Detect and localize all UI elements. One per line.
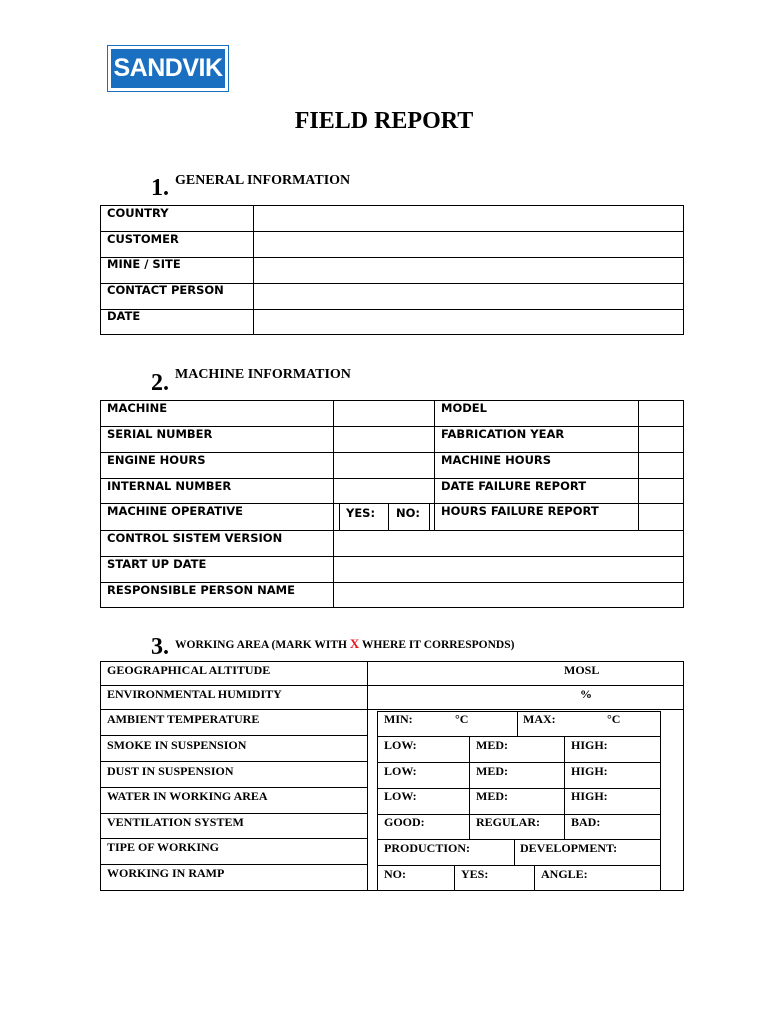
- label-contact-person: CONTACT PERSON: [107, 283, 224, 297]
- smoke-low-option[interactable]: LOW:: [384, 738, 417, 752]
- label-model: MODEL: [441, 401, 487, 415]
- label-ventilation-system: VENTILATION SYSTEM: [107, 815, 244, 829]
- section-3-title: [175, 636, 514, 652]
- label-start-up-date: START UP DATE: [107, 557, 207, 571]
- table-divider: [564, 814, 565, 839]
- water-low-option[interactable]: LOW:: [384, 789, 417, 803]
- table-divider: [514, 839, 515, 865]
- customer-field[interactable]: [254, 232, 683, 256]
- smoke-high-option[interactable]: HIGH:: [571, 738, 608, 752]
- ventilation-good-option[interactable]: GOOD:: [384, 815, 425, 829]
- ramp-angle-field[interactable]: ANGLE:: [541, 867, 588, 881]
- section-3-title-after: WHERE IT CORRESPONDS): [359, 639, 515, 651]
- label-responsible-person-name: RESPONSIBLE PERSON NAME: [107, 583, 295, 597]
- yes-option[interactable]: YES:: [346, 506, 376, 520]
- label-machine: MACHINE: [107, 401, 168, 415]
- table-divider: [100, 787, 367, 788]
- label-date-failure-report: DATE FAILURE REPORT: [441, 479, 587, 493]
- internal-number-field[interactable]: [334, 479, 433, 502]
- table-divider: [469, 736, 470, 814]
- label-water-in-working-area: WATER IN WORKING AREA: [107, 789, 268, 803]
- date-field[interactable]: [254, 310, 683, 334]
- table-divider: [100, 761, 367, 762]
- temp-min-label[interactable]: MIN:: [384, 712, 413, 726]
- label-environmental-humidity: ENVIRONMENTAL HUMIDITY: [107, 687, 282, 701]
- section-3-title-before: WORKING AREA (MARK WITH: [175, 639, 350, 651]
- start-up-date-field[interactable]: [334, 557, 683, 581]
- temp-max-unit: °C: [607, 712, 621, 726]
- sandvik-logo: [107, 45, 229, 92]
- table-divider: [564, 736, 565, 814]
- label-fabrication-year: FABRICATION YEAR: [441, 427, 565, 441]
- section-2-number: 2.: [151, 370, 169, 396]
- label-country: COUNTRY: [107, 206, 169, 220]
- model-field[interactable]: [639, 401, 683, 425]
- options-grid: [377, 711, 661, 891]
- label-serial-number: SERIAL NUMBER: [107, 427, 213, 441]
- label-dust-in-suspension: DUST IN SUSPENSION: [107, 764, 234, 778]
- label-control-system-version: CONTROL SISTEM VERSION: [107, 531, 283, 545]
- label-machine-operative: MACHINE OPERATIVE: [107, 504, 243, 518]
- ventilation-regular-option[interactable]: REGULAR:: [476, 815, 541, 829]
- dust-high-option[interactable]: HIGH:: [571, 764, 608, 778]
- control-system-version-field[interactable]: [334, 531, 683, 555]
- table-divider: [434, 400, 435, 530]
- development-option[interactable]: DEVELOPMENT:: [520, 841, 618, 855]
- label-tipe-of-working: TIPE OF WORKING: [107, 840, 220, 854]
- temp-max-label[interactable]: MAX:: [523, 712, 556, 726]
- temp-min-unit: °C: [455, 712, 469, 726]
- table-divider: [100, 864, 367, 865]
- label-engine-hours: ENGINE HOURS: [107, 453, 206, 467]
- label-ambient-temperature: AMBIENT TEMPERATURE: [107, 712, 260, 726]
- label-internal-number: INTERNAL NUMBER: [107, 479, 232, 493]
- table-divider: [377, 839, 661, 840]
- hours-failure-report-field[interactable]: [639, 504, 683, 529]
- label-date: DATE: [107, 309, 141, 323]
- date-failure-report-field[interactable]: [639, 479, 683, 502]
- engine-hours-field[interactable]: [334, 453, 433, 477]
- country-field[interactable]: [254, 206, 683, 230]
- humidity-field[interactable]: [368, 686, 683, 708]
- label-working-in-ramp: WORKING IN RAMP: [107, 866, 225, 880]
- table-divider: [100, 735, 367, 736]
- water-high-option[interactable]: HIGH:: [571, 789, 608, 803]
- section-1-number: 1.: [151, 175, 169, 201]
- machine-hours-field[interactable]: [639, 453, 683, 477]
- section-1-heading: [151, 175, 169, 202]
- table-divider: [429, 503, 430, 530]
- ramp-yes-option[interactable]: YES:: [461, 867, 489, 881]
- serial-number-field[interactable]: [334, 427, 433, 451]
- section-2-heading: [151, 370, 169, 397]
- section-1-title: GENERAL INFORMATION: [175, 173, 351, 188]
- label-geographical-altitude: GEOGRAPHICAL ALTITUDE: [107, 663, 271, 677]
- table-divider: [377, 762, 661, 763]
- table-divider: [100, 838, 367, 839]
- table-divider: [377, 736, 661, 737]
- smoke-med-option[interactable]: MED:: [476, 738, 508, 752]
- section-3-number: 3.: [151, 634, 169, 660]
- label-hours-failure-report: HOURS FAILURE REPORT: [441, 504, 599, 518]
- altitude-field[interactable]: [368, 662, 683, 684]
- table-divider: [377, 788, 661, 789]
- ventilation-bad-option[interactable]: BAD:: [571, 815, 601, 829]
- dust-low-option[interactable]: LOW:: [384, 764, 417, 778]
- table-divider: [534, 865, 535, 891]
- label-machine-hours: MACHINE HOURS: [441, 453, 552, 467]
- table-divider: [377, 865, 661, 866]
- fabrication-year-field[interactable]: [639, 427, 683, 451]
- section-2-title: MACHINE INFORMATION: [175, 367, 351, 382]
- mark-x: X: [349, 636, 360, 651]
- section-3-heading: [151, 634, 169, 661]
- contact-person-field[interactable]: [254, 284, 683, 308]
- water-med-option[interactable]: MED:: [476, 789, 508, 803]
- production-option[interactable]: PRODUCTION:: [384, 841, 470, 855]
- label-customer: CUSTOMER: [107, 232, 179, 246]
- label-smoke-in-suspension: SMOKE IN SUSPENSION: [107, 738, 247, 752]
- logo-text: SANDVIK: [111, 49, 225, 88]
- table-divider: [469, 814, 470, 839]
- ramp-no-option[interactable]: NO:: [384, 867, 406, 881]
- responsible-person-name-field[interactable]: [334, 583, 683, 607]
- no-option[interactable]: NO:: [396, 506, 420, 520]
- machine-field[interactable]: [334, 401, 433, 425]
- mine-site-field[interactable]: [254, 258, 683, 282]
- table-divider: [388, 503, 389, 530]
- table-divider: [100, 813, 367, 814]
- humidity-unit: %: [580, 687, 592, 701]
- table-divider: [454, 865, 455, 891]
- table-divider: [339, 503, 340, 530]
- table-divider: [100, 709, 684, 710]
- page-title: FIELD REPORT: [294, 108, 474, 134]
- table-divider: [517, 711, 518, 736]
- label-mine-site: MINE / SITE: [107, 257, 181, 271]
- altitude-unit: MOSL: [564, 663, 600, 677]
- dust-med-option[interactable]: MED:: [476, 764, 508, 778]
